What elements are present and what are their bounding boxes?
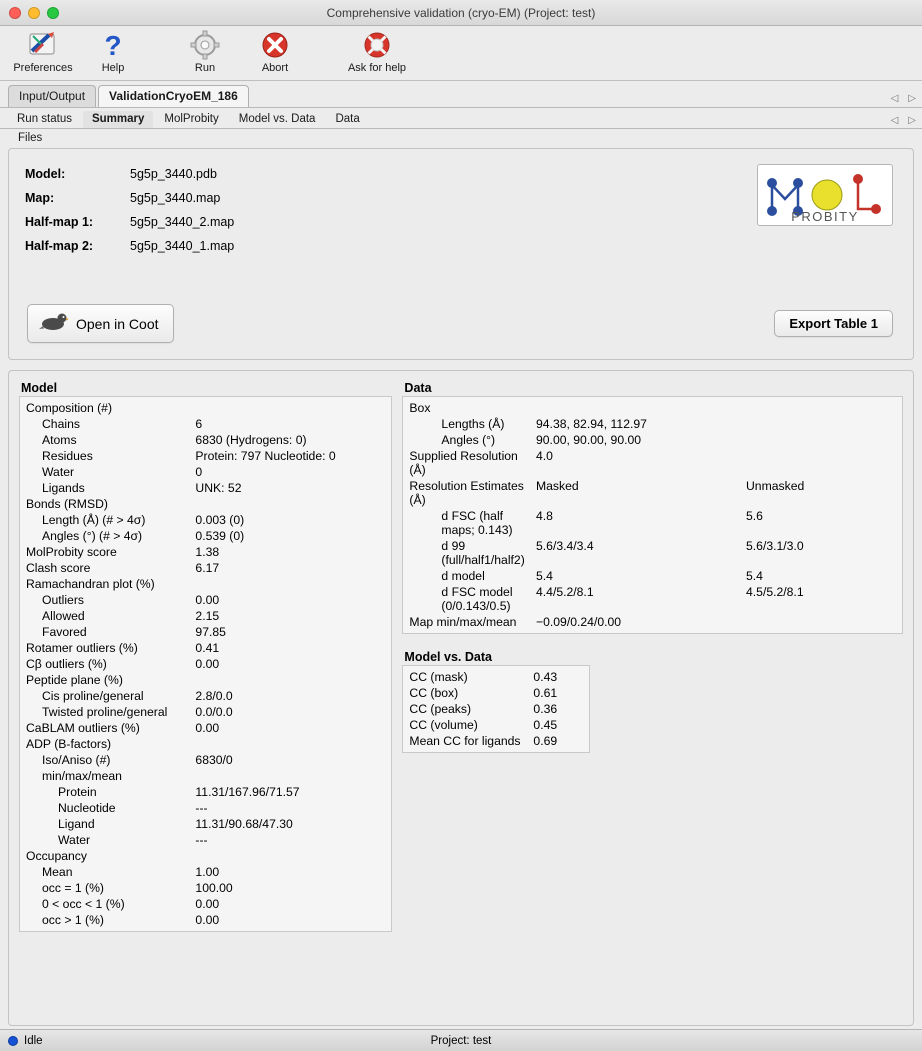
table-row <box>26 496 385 512</box>
data-row-masked: 90.00, 90.00, 90.00 <box>536 433 642 447</box>
table-row <box>26 752 385 768</box>
lifebuoy-icon <box>362 29 392 61</box>
model-row-label: Peptide plane (%) <box>26 673 123 687</box>
model-row-label: 0 < occ < 1 (%) <box>42 897 125 911</box>
mvd-row-label: CC (peaks) <box>409 702 472 716</box>
model-row-label: Water <box>58 833 91 847</box>
half-map-1-label: Half-map 1: <box>25 215 94 229</box>
main-content <box>0 148 922 1029</box>
model-row-value: 0.003 (0) <box>195 513 245 527</box>
main-tab-next-icon[interactable]: ▷ <box>908 93 916 104</box>
model-row-value: 0 <box>195 465 203 479</box>
table-row <box>409 733 583 749</box>
ask-for-help-button[interactable] <box>332 26 422 74</box>
data-row-unmasked <box>746 448 896 478</box>
model-file-value: 5g5p_3440.pdb <box>130 167 217 181</box>
half-map-1-value: 5g5p_3440_2.map <box>130 215 235 229</box>
data-row-masked: 4.4/5.2/8.1 <box>536 585 594 599</box>
abort-button[interactable] <box>240 26 310 74</box>
model-row-value: 0.00 <box>195 657 220 671</box>
half-map-2-value: 5g5p_3440_1.map <box>130 239 235 253</box>
model-row-value: 0.539 (0) <box>195 529 245 543</box>
abort-x-icon <box>260 29 290 61</box>
model-row-value: 0.00 <box>195 593 220 607</box>
model-row-value: Protein: 797 Nucleotide: 0 <box>195 449 336 463</box>
table-row <box>409 478 896 508</box>
model-row-value: 6830/0 <box>195 753 233 767</box>
half-map-2-label: Half-map 2: <box>25 239 94 253</box>
mvd-row-value: 0.45 <box>533 718 558 732</box>
tab-data[interactable]: Data <box>335 113 360 125</box>
model-row-label: Occupancy <box>26 849 87 863</box>
files-section-label: Files <box>0 129 922 148</box>
table-row <box>26 432 385 448</box>
table-row <box>26 640 385 656</box>
data-row-unmasked: 5.6/3.1/3.0 <box>746 539 804 553</box>
map-file-value: 5g5p_3440.map <box>130 191 221 205</box>
title-bar <box>0 0 922 26</box>
model-stats-table <box>26 400 385 928</box>
model-row-label: Ligand <box>58 817 95 831</box>
data-row-unmasked: Unmasked <box>746 479 805 493</box>
table-row <box>26 816 385 832</box>
model-row-value <box>195 496 385 512</box>
data-row-unmasked: 5.4 <box>746 569 763 583</box>
model-row-label: Mean <box>42 865 73 879</box>
data-row-label: Angles (°) <box>441 433 496 447</box>
data-row-label: Resolution Estimates (Å) <box>409 479 524 507</box>
model-row-value <box>195 576 385 592</box>
data-row-masked: 5.4 <box>536 569 553 583</box>
export-table-1-button[interactable]: Export Table 1 <box>774 310 893 337</box>
model-row-label: Allowed <box>42 609 85 623</box>
model-row-label: Residues <box>42 449 93 463</box>
data-section-title: Data <box>404 381 432 395</box>
table-row <box>26 848 385 864</box>
model-row-value: 6.17 <box>195 561 220 575</box>
close-window-button[interactable] <box>9 7 21 19</box>
model-vs-data-title: Model vs. Data <box>404 650 492 664</box>
sub-tab-next-icon[interactable]: ▷ <box>908 115 916 126</box>
model-row-value: 0.00 <box>195 721 220 735</box>
table-row <box>26 720 385 736</box>
status-project: Project: test <box>430 1034 492 1047</box>
model-row-label: Cβ outliers (%) <box>26 657 107 671</box>
minimize-window-button[interactable] <box>28 7 40 19</box>
mvd-row-value: 0.61 <box>533 686 558 700</box>
model-row-value: --- <box>195 833 208 847</box>
data-row-masked <box>536 400 746 416</box>
main-tab-prev-icon[interactable]: ◁ <box>890 93 899 104</box>
table-row <box>26 448 385 464</box>
table-row <box>26 688 385 704</box>
data-row-label: d FSC model (0/0.143/0.5) <box>441 585 513 613</box>
model-row-value: 2.15 <box>195 609 220 623</box>
data-row-label: d model <box>441 569 485 583</box>
abort-label: Abort <box>261 62 289 74</box>
data-row-unmasked <box>746 400 896 416</box>
data-row-masked: 94.38, 82.94, 112.97 <box>536 417 647 431</box>
model-row-label: Chains <box>42 417 80 431</box>
main-tab-nav[interactable] <box>891 93 916 104</box>
table-row <box>26 528 385 544</box>
model-file-label: Model: <box>25 167 66 181</box>
help-question-icon <box>98 29 128 61</box>
model-row-value <box>195 672 385 688</box>
table-row <box>26 512 385 528</box>
table-row <box>26 416 385 432</box>
table-row <box>26 624 385 640</box>
model-row-value <box>195 400 385 416</box>
table-row <box>409 701 583 717</box>
model-stats-box <box>19 396 392 932</box>
open-in-coot-label: Open in Coot <box>76 315 159 332</box>
model-row-label: Favored <box>42 625 87 639</box>
ask-for-help-label: Ask for help <box>347 62 407 74</box>
svg-text:PROBITY: PROBITY <box>791 209 859 224</box>
data-row-unmasked <box>746 614 896 630</box>
model-row-label: min/max/mean <box>42 769 122 783</box>
status-text: Idle <box>24 1034 43 1047</box>
model-vs-data-table <box>409 669 583 749</box>
model-row-label: Water <box>42 465 75 479</box>
sub-tab-prev-icon[interactable]: ◁ <box>890 115 899 126</box>
coot-bird-icon <box>38 311 68 336</box>
run-label: Run <box>194 62 216 74</box>
tab-input-output[interactable]: Input/Output <box>8 85 96 107</box>
tab-summary[interactable]: Summary <box>83 111 153 128</box>
data-row-label: Box <box>409 401 431 415</box>
model-row-value: 97.85 <box>195 625 226 639</box>
table-row <box>409 717 583 733</box>
mvd-row-value: 0.69 <box>533 734 558 748</box>
mvd-row-value: 0.43 <box>533 670 558 684</box>
sub-tab-nav[interactable] <box>891 115 916 126</box>
table-row <box>26 768 385 784</box>
model-column <box>19 379 392 1017</box>
model-row-label: Nucleotide <box>58 801 116 815</box>
mvd-row-label: Mean CC for ligands <box>409 734 521 748</box>
model-row-label: Clash score <box>26 561 91 575</box>
data-row-unmasked <box>746 432 896 448</box>
table-row <box>409 432 896 448</box>
table-row <box>409 508 896 538</box>
model-row-label: Composition (#) <box>26 401 113 415</box>
table-row <box>26 784 385 800</box>
table-row <box>26 464 385 480</box>
mvd-row-label: CC (box) <box>409 686 459 700</box>
data-row-masked: 4.8 <box>536 509 553 523</box>
files-panel <box>8 148 914 360</box>
data-column <box>402 379 903 1017</box>
table-row <box>26 800 385 816</box>
tab-validation-cryoem[interactable]: ValidationCryoEM_186 <box>98 85 249 107</box>
model-row-value: 2.8/0.0 <box>195 689 233 703</box>
model-row-value: 6830 (Hydrogens: 0) <box>195 433 307 447</box>
tab-run-status[interactable]: Run status <box>17 113 72 125</box>
model-row-value: 1.00 <box>195 865 220 879</box>
model-row-value: 6 <box>195 417 203 431</box>
model-row-value: 11.31/90.68/47.30 <box>195 817 293 831</box>
window-title: Comprehensive validation (cryo-EM) (Project: test) <box>326 5 596 20</box>
model-row-label: ADP (B-factors) <box>26 737 112 751</box>
model-vs-data-box <box>402 665 590 753</box>
model-row-label: CaBLAM outliers (%) <box>26 721 140 735</box>
preferences-button[interactable] <box>8 26 78 74</box>
model-row-label: Protein <box>58 785 97 799</box>
model-row-value: UNK: 52 <box>195 481 242 495</box>
main-tab-bar <box>0 81 922 108</box>
table-row <box>26 832 385 848</box>
mvd-row-label: CC (volume) <box>409 718 478 732</box>
model-row-value: 0.41 <box>195 641 220 655</box>
tab-model-vs-data[interactable]: Model vs. Data <box>238 113 316 125</box>
table-row <box>409 400 896 416</box>
run-button[interactable] <box>170 26 240 74</box>
table-row <box>26 400 385 416</box>
table-row <box>409 568 896 584</box>
window-controls[interactable] <box>0 7 59 19</box>
toolbar <box>0 26 922 81</box>
table-row <box>26 736 385 752</box>
table-row <box>26 576 385 592</box>
table-row <box>409 584 896 614</box>
model-row-label: Outliers <box>42 593 84 607</box>
mvd-row-value: 0.36 <box>533 702 558 716</box>
model-row-label: Angles (°) (# > 4σ) <box>42 529 143 543</box>
table-row <box>26 592 385 608</box>
model-row-value: 0.00 <box>195 913 220 927</box>
data-stats-box <box>402 396 903 634</box>
model-row-label: Length (Å) (# > 4σ) <box>42 513 146 527</box>
model-row-label: MolProbity score <box>26 545 117 559</box>
model-row-value <box>195 736 385 752</box>
table-row <box>409 669 583 685</box>
data-row-unmasked: 5.6 <box>746 509 763 523</box>
model-row-label: occ = 1 (%) <box>42 881 104 895</box>
model-row-label: Rotamer outliers (%) <box>26 641 138 655</box>
table-row <box>409 685 583 701</box>
table-row <box>26 608 385 624</box>
gear-run-icon <box>190 29 220 61</box>
preferences-icon <box>27 29 59 61</box>
model-row-label: occ > 1 (%) <box>42 913 104 927</box>
data-row-masked: Masked <box>536 479 579 493</box>
model-row-label: Bonds (RMSD) <box>26 497 108 511</box>
data-row-label: Supplied Resolution (Å) <box>409 449 518 477</box>
table-row <box>409 538 896 568</box>
table-row <box>409 448 896 478</box>
table-row <box>26 912 385 928</box>
model-row-value: 1.38 <box>195 545 220 559</box>
data-row-masked: 4.0 <box>536 449 553 463</box>
model-row-label: Ligands <box>42 481 85 495</box>
molprobity-logo <box>757 164 893 226</box>
data-stats-table <box>409 400 896 630</box>
mvd-row-label: CC (mask) <box>409 670 468 684</box>
help-label: Help <box>101 62 125 74</box>
data-row-label: Map min/max/mean <box>409 615 517 629</box>
table-row <box>26 480 385 496</box>
table-row <box>26 544 385 560</box>
model-row-label: Ramachandran plot (%) <box>26 577 155 591</box>
table-row <box>26 672 385 688</box>
model-row-label: Iso/Aniso (#) <box>42 753 111 767</box>
data-row-masked: 5.6/3.4/3.4 <box>536 539 594 553</box>
summary-panel <box>8 370 914 1026</box>
model-row-value: 0.00 <box>195 897 220 911</box>
open-in-coot-button[interactable] <box>27 304 174 343</box>
model-row-value: --- <box>195 801 208 815</box>
model-row-value: 0.0/0.0 <box>195 705 233 719</box>
data-row-label: d FSC (half maps; 0.143) <box>441 509 513 537</box>
help-button[interactable] <box>78 26 148 74</box>
tab-molprobity[interactable]: MolProbity <box>164 113 219 125</box>
model-row-value <box>195 768 385 784</box>
table-row <box>26 896 385 912</box>
model-vs-data-section <box>402 650 903 753</box>
model-row-value <box>195 848 385 864</box>
data-row-label: d 99 (full/half1/half2) <box>441 539 525 567</box>
table-row <box>409 416 896 432</box>
model-row-label: Twisted proline/general <box>42 705 168 719</box>
maximize-window-button[interactable] <box>47 7 59 19</box>
table-row <box>26 656 385 672</box>
status-bar <box>0 1029 922 1051</box>
table-row <box>26 864 385 880</box>
data-row-unmasked <box>746 416 896 432</box>
svg-text:?: ? <box>104 30 122 60</box>
table-row <box>26 704 385 720</box>
model-section-title: Model <box>21 381 58 395</box>
model-row-value: 100.00 <box>195 881 233 895</box>
map-file-label: Map: <box>25 191 55 205</box>
table-row <box>409 614 896 630</box>
model-row-value: 11.31/167.96/71.57 <box>195 785 300 799</box>
model-row-label: Atoms <box>42 433 77 447</box>
model-row-label: Cis proline/general <box>42 689 144 703</box>
data-row-masked: −0.09/0.24/0.00 <box>536 615 622 629</box>
table-row <box>26 880 385 896</box>
preferences-label: Preferences <box>13 62 73 74</box>
table-row <box>26 560 385 576</box>
data-row-unmasked: 4.5/5.2/8.1 <box>746 585 804 599</box>
sub-tab-bar <box>0 108 922 129</box>
data-row-label: Lengths (Å) <box>441 417 505 431</box>
